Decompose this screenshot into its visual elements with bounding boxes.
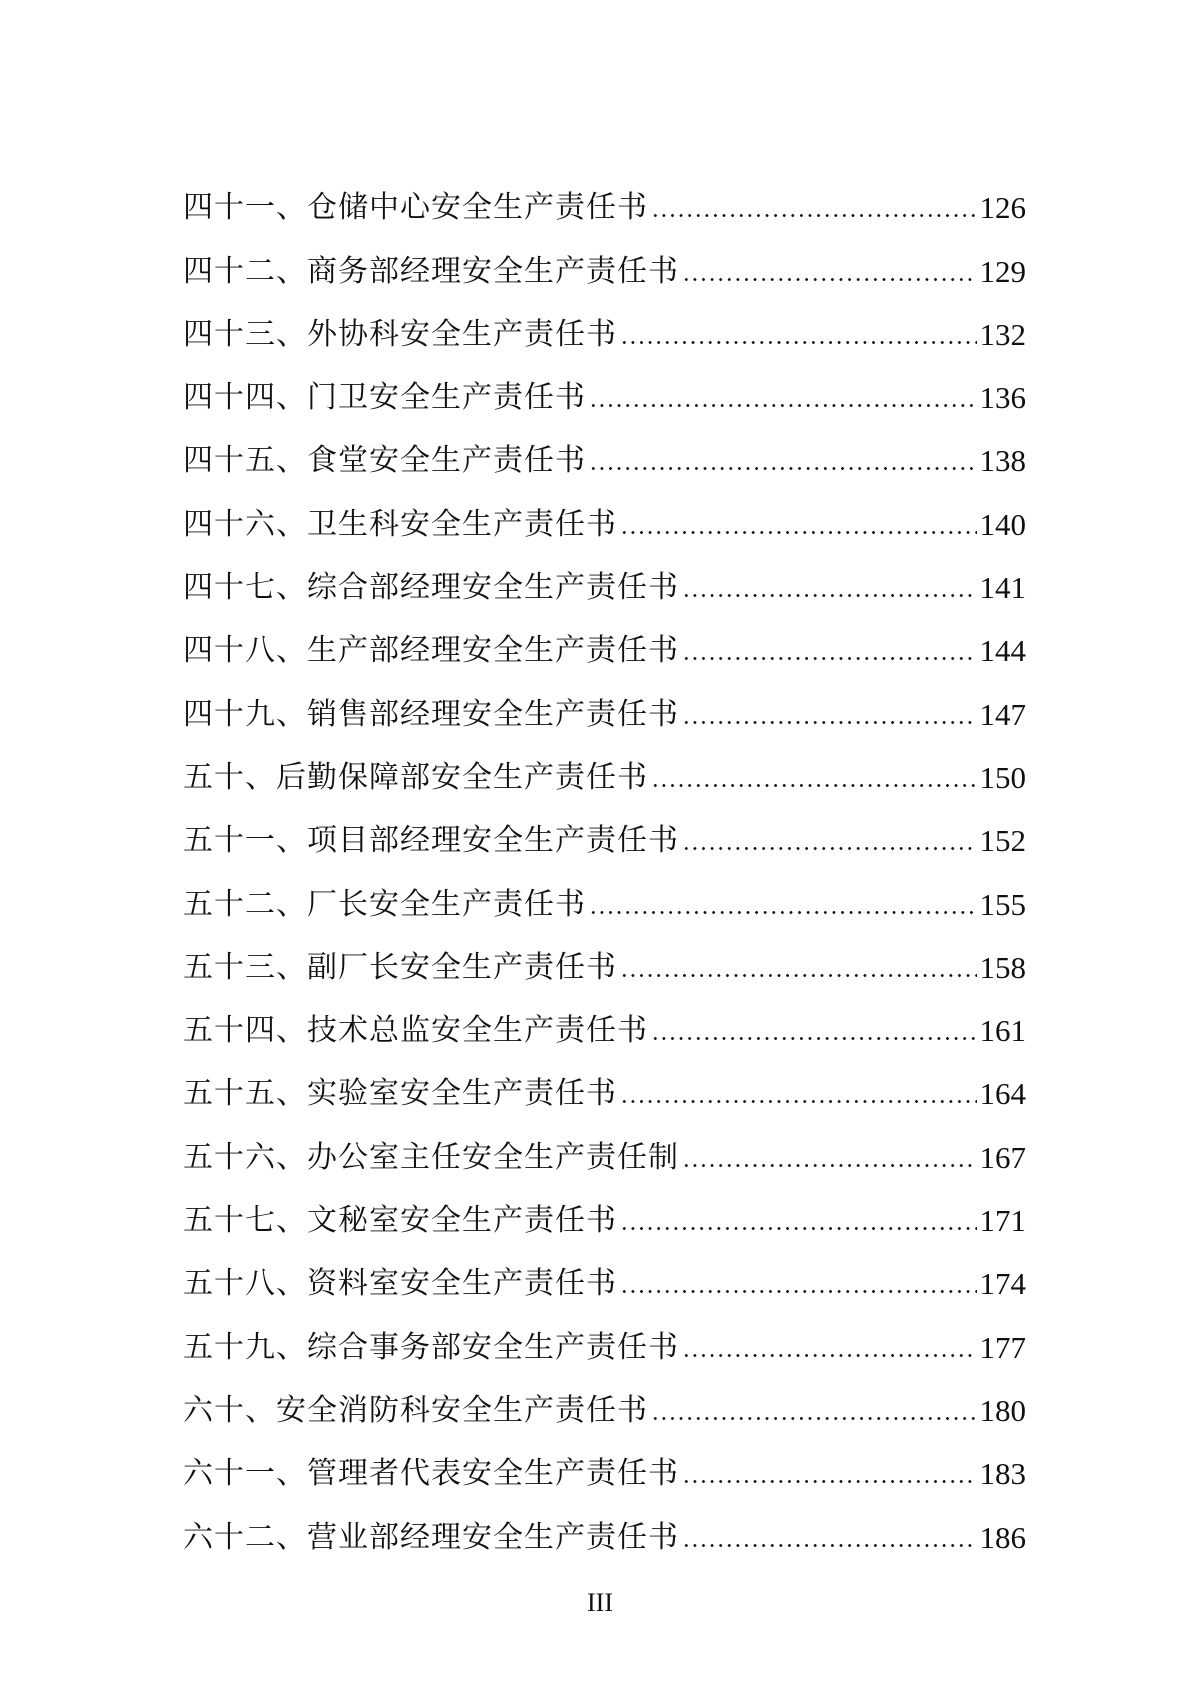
toc-entry-page-number: 141: [979, 570, 1026, 606]
toc-dot-leader: [682, 1480, 977, 1483]
toc-entry-title: 四十四、门卫安全生产责任书: [183, 380, 586, 416]
toc-entry-title: 六十、安全消防科安全生产责任书: [183, 1392, 648, 1428]
toc-entry-page-number: 180: [979, 1392, 1026, 1428]
toc-dot-leader: [682, 721, 977, 724]
toc-dot-leader: [620, 341, 977, 344]
toc-entry-page-number: 177: [979, 1329, 1026, 1365]
toc-entry-page-number: 138: [979, 443, 1026, 479]
toc-entry-page-number: 144: [979, 633, 1026, 669]
toc-dot-leader: [682, 594, 977, 597]
toc-entry[interactable]: [183, 983, 1026, 1049]
toc-entry-page-number: 171: [979, 1203, 1026, 1239]
toc-entry-page-number: 186: [979, 1519, 1026, 1555]
toc-entry-page-number: 126: [979, 190, 1026, 226]
toc-entry-page-number: 136: [979, 380, 1026, 416]
toc-entry-title: 四十七、综合部经理安全生产责任书: [183, 570, 679, 606]
toc-entry[interactable]: [183, 1236, 1026, 1302]
toc-entry-title: 四十一、仓储中心安全生产责任书: [183, 190, 648, 226]
toc-entry[interactable]: [183, 793, 1026, 859]
toc-dot-leader: [620, 974, 977, 977]
toc-entry-title: 五十、后勤保障部安全生产责任书: [183, 759, 648, 795]
toc-entry[interactable]: [183, 1046, 1026, 1112]
toc-entry-title: 四十五、食堂安全生产责任书: [183, 443, 586, 479]
toc-entry-title: 五十九、综合事务部安全生产责任书: [183, 1329, 679, 1365]
toc-entry-title: 五十四、技术总监安全生产责任书: [183, 1013, 648, 1049]
toc-entry-title: 四十六、卫生科安全生产责任书: [183, 506, 617, 542]
toc-entry-page-number: 183: [979, 1456, 1026, 1492]
toc-entry-page-number: 150: [979, 759, 1026, 795]
toc-entry-title: 四十八、生产部经理安全生产责任书: [183, 633, 679, 669]
toc-dot-leader: [682, 278, 977, 281]
toc-entry[interactable]: [183, 856, 1026, 922]
page-number: III: [587, 1588, 613, 1617]
toc-dot-leader: [651, 214, 977, 217]
toc-dot-leader: [682, 1544, 977, 1547]
toc-entry-title: 六十一、管理者代表安全生产责任书: [183, 1456, 679, 1492]
toc-entry[interactable]: [183, 730, 1026, 793]
toc-dot-leader: [682, 847, 977, 850]
toc-entry-title: 五十六、办公室主任安全生产责任制: [183, 1139, 679, 1175]
toc-dot-leader: [589, 911, 977, 914]
toc-entry[interactable]: [183, 1299, 1026, 1365]
toc-entry[interactable]: [183, 287, 1026, 350]
toc-entry[interactable]: [183, 1109, 1026, 1175]
toc-dot-leader: [620, 531, 977, 534]
toc-entry[interactable]: [183, 413, 1026, 479]
toc-dot-leader: [682, 1354, 977, 1357]
toc-entry-page-number: 174: [979, 1266, 1026, 1302]
toc-entry-page-number: 158: [979, 949, 1026, 985]
toc-entry[interactable]: [183, 920, 1026, 983]
toc-entry[interactable]: [183, 1173, 1026, 1239]
toc-dot-leader: [651, 784, 977, 787]
toc-entry-title: 五十七、文秘室安全生产责任书: [183, 1203, 617, 1239]
toc-entry-title: 六十二、营业部经理安全生产责任书: [183, 1519, 679, 1555]
toc-dot-leader: [620, 1227, 977, 1230]
toc-entry[interactable]: [183, 666, 1026, 732]
toc-entry-title: 五十一、项目部经理安全生产责任书: [183, 823, 679, 859]
toc-entry-title: 四十二、商务部经理安全生产责任书: [183, 253, 679, 289]
toc-entry[interactable]: [183, 350, 1026, 416]
toc-entry-title: 五十五、实验室安全生产责任书: [183, 1076, 617, 1112]
toc-entry[interactable]: [183, 160, 1026, 226]
toc-dot-leader: [620, 1290, 977, 1293]
toc-entry[interactable]: [183, 540, 1026, 606]
toc-dot-leader: [682, 657, 977, 660]
toc-entry-page-number: 164: [979, 1076, 1026, 1112]
toc-entry[interactable]: [183, 1363, 1026, 1426]
table-of-contents: [183, 160, 1026, 1553]
toc-dot-leader: [589, 404, 977, 407]
toc-dot-leader: [682, 1164, 977, 1167]
toc-entry-page-number: 152: [979, 823, 1026, 859]
toc-entry[interactable]: [183, 1426, 1026, 1492]
toc-dot-leader: [620, 1100, 977, 1103]
toc-entry-page-number: 167: [979, 1139, 1026, 1175]
toc-entry[interactable]: [183, 476, 1026, 542]
toc-entry-page-number: 140: [979, 506, 1026, 542]
toc-entry[interactable]: [183, 223, 1026, 289]
toc-entry-page-number: 161: [979, 1013, 1026, 1049]
toc-entry[interactable]: [183, 603, 1026, 669]
toc-dot-leader: [651, 1417, 977, 1420]
toc-entry-page-number: 147: [979, 696, 1026, 732]
toc-entry-title: 四十九、销售部经理安全生产责任书: [183, 696, 679, 732]
toc-entry-title: 五十二、厂长安全生产责任书: [183, 886, 586, 922]
toc-entry-title: 五十八、资料室安全生产责任书: [183, 1266, 617, 1302]
toc-entry[interactable]: [183, 1489, 1026, 1555]
toc-entry-page-number: 132: [979, 316, 1026, 352]
toc-entry-page-number: 155: [979, 886, 1026, 922]
toc-dot-leader: [589, 467, 977, 470]
toc-dot-leader: [651, 1037, 977, 1040]
toc-entry-page-number: 129: [979, 253, 1026, 289]
toc-entry-title: 五十三、副厂长安全生产责任书: [183, 949, 617, 985]
toc-entry-title: 四十三、外协科安全生产责任书: [183, 316, 617, 352]
